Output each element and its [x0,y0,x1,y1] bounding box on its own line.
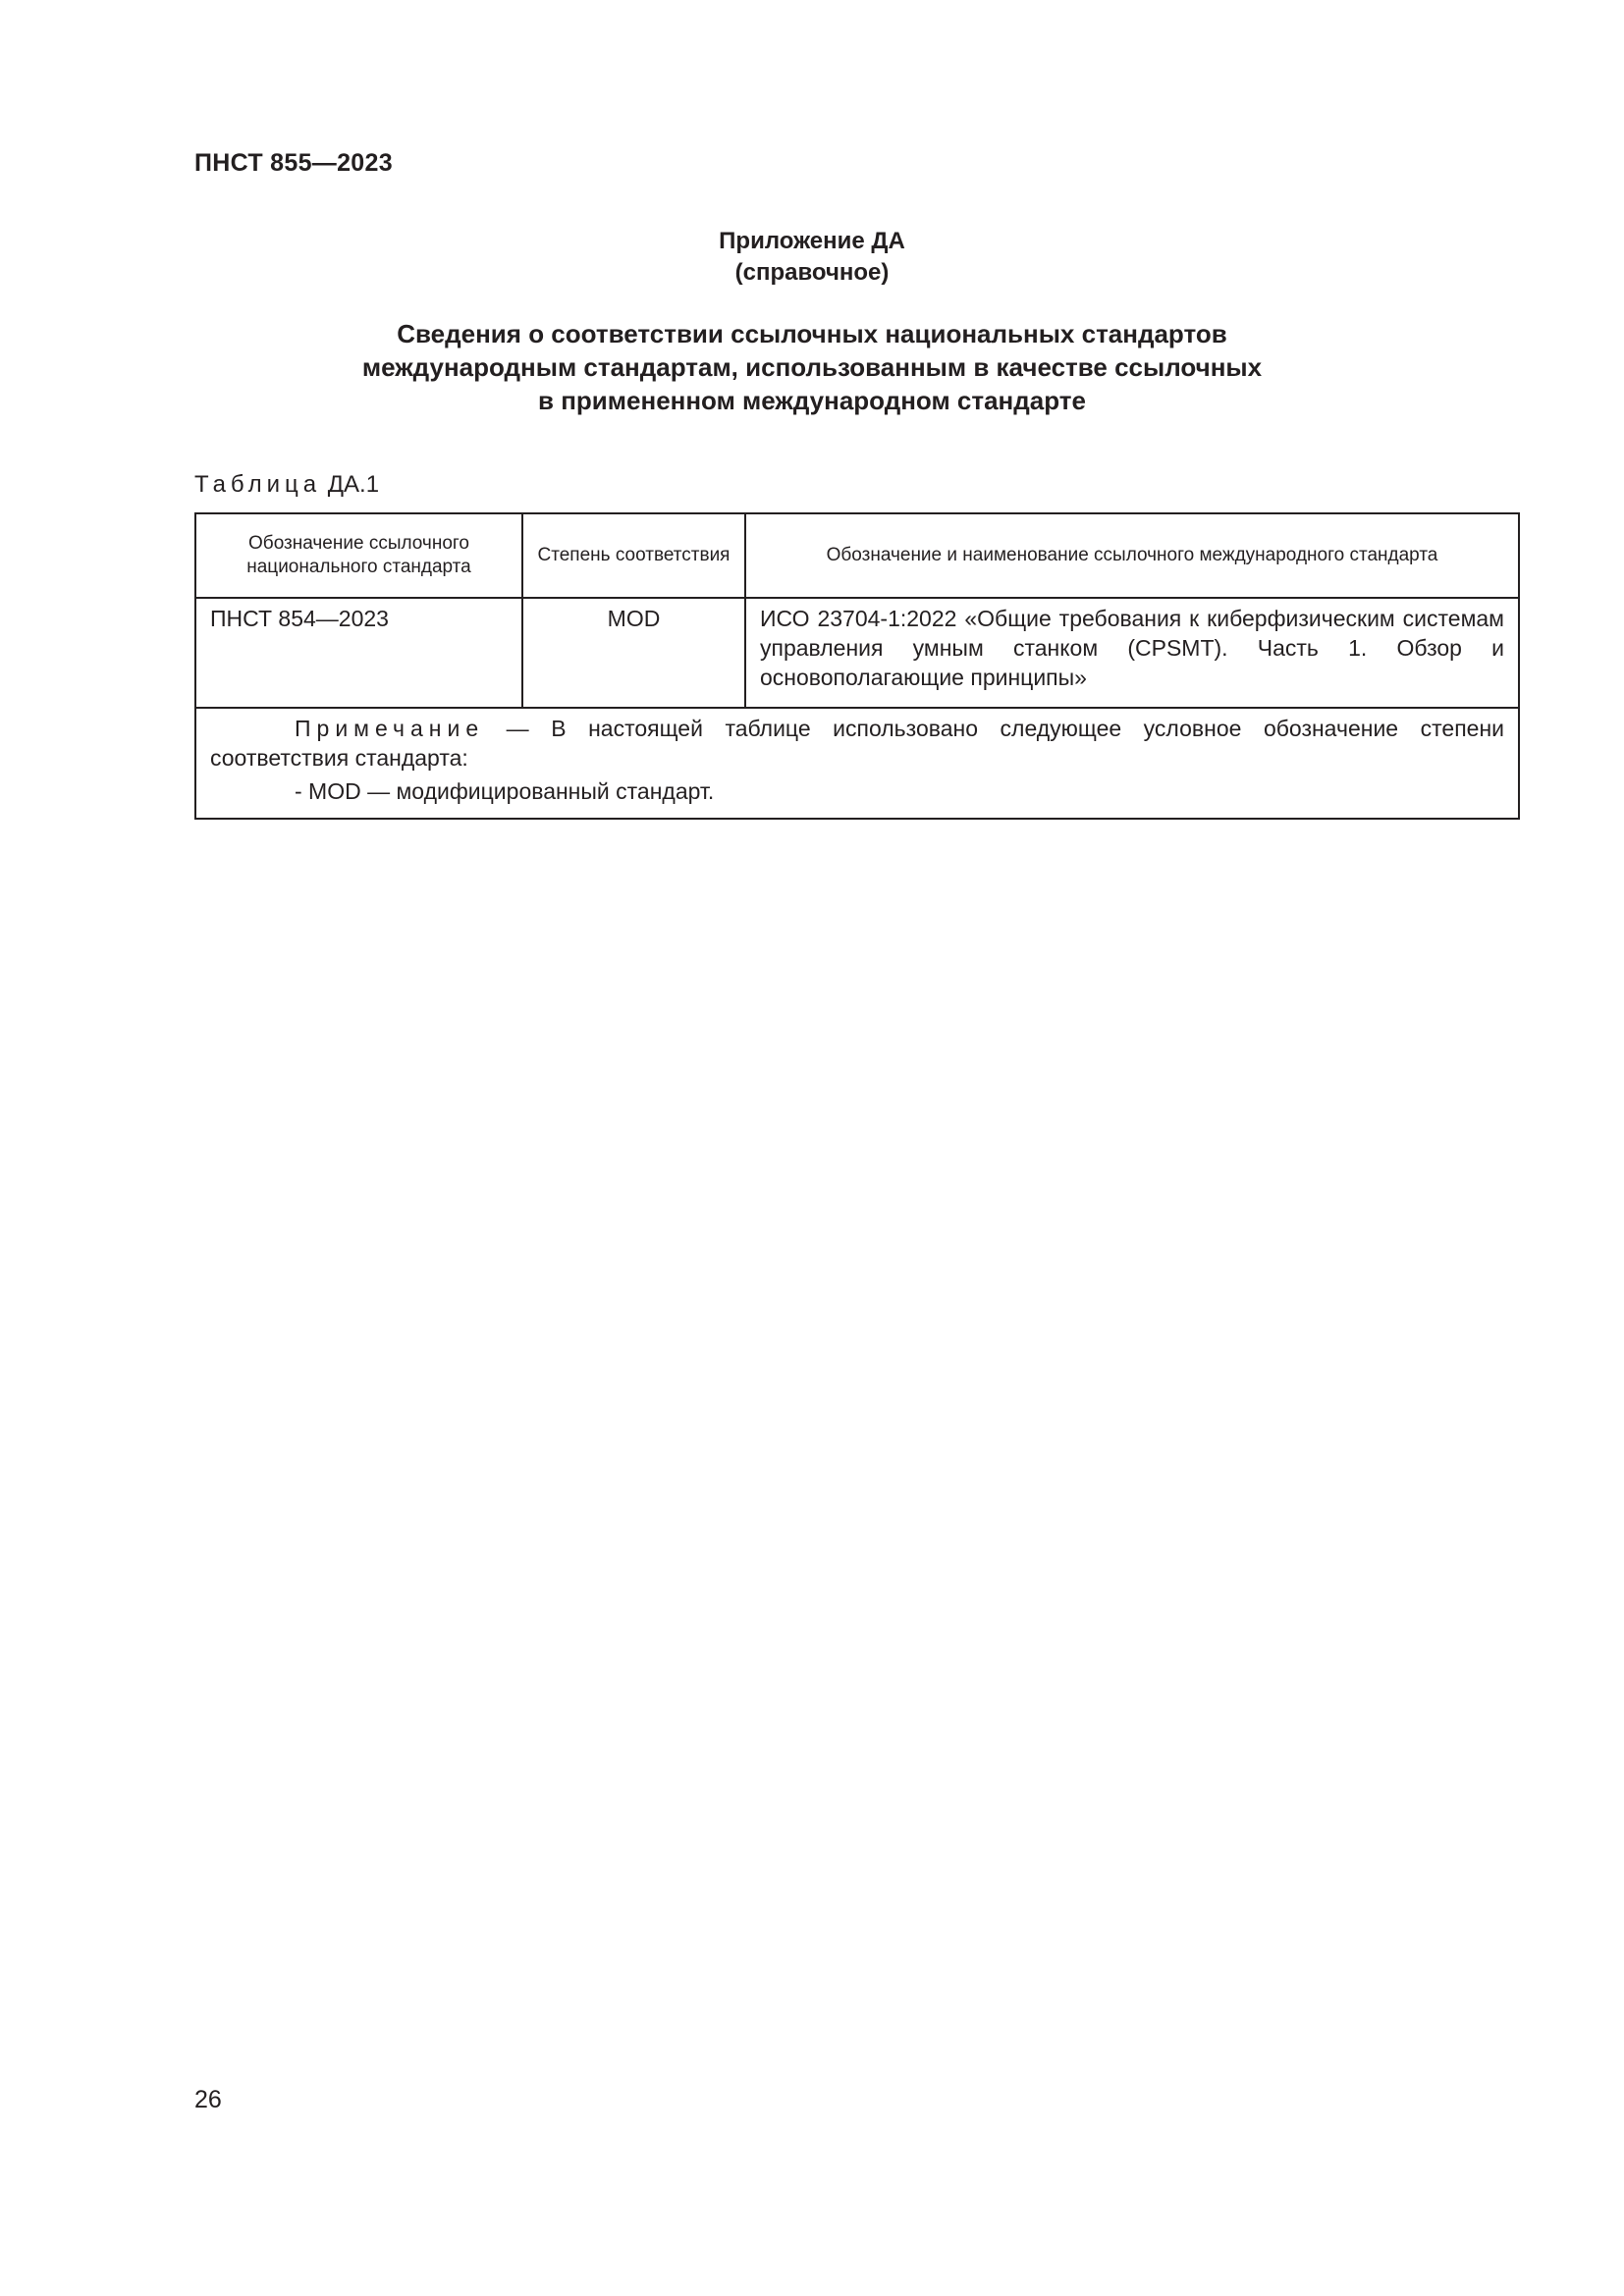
table-note [195,708,1519,819]
document-code: ПНСТ 855—2023 [194,149,393,177]
appendix-kind: (справочное) [734,259,890,286]
table-row [195,598,1519,708]
table-caption-label: Таблица [194,471,322,498]
page-number: 26 [194,2086,222,2113]
cell-degree: MOD [522,598,745,708]
conformity-table [194,512,1520,820]
table-caption-number: ДА.1 [327,471,380,498]
header-international-standard: Обозначение и наименование ссылочного международного стандарта [745,513,1519,598]
section-title-line: международным стандартам, использованным в качестве ссылочных [361,352,1263,382]
cell-national-standard: ПНСТ 854—2023 [195,598,522,708]
note-body: — В настоящей таблице использовано следующее условное обозначение степени соответствия стандарта: [210,716,1504,771]
table-header-row [195,513,1519,598]
table-note-row [195,708,1519,819]
appendix-title: Приложение ДА [719,228,905,254]
section-title-line: Сведения о соответствии ссылочных национальных стандартов [397,319,1227,348]
table-caption [194,471,379,499]
note-label: Примечание [295,716,485,741]
section-title-line: в примененном международном стандарте [538,386,1086,415]
header-degree: Степень соответствия [522,513,745,598]
note-item: - MOD — модифицированный стандарт. [295,778,715,804]
header-national-standard: Обозначение ссылочного национального стандарта [195,513,522,598]
note-text [210,714,1504,773]
cell-international-standard: ИСО 23704-1:2022 «Общие требования к киберфизическим системам управления умным станком (CPSMT). Часть 1. Обзор и основополагающие принципы» [745,598,1519,708]
section-title [295,317,1329,417]
